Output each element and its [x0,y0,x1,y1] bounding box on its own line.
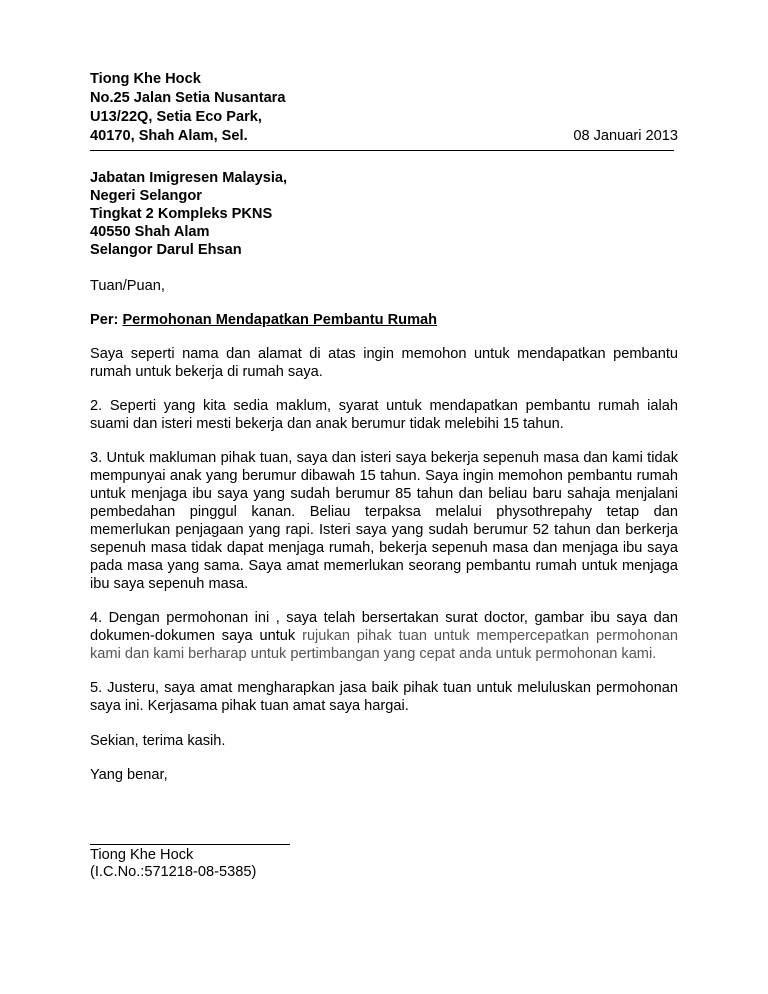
signature-line [90,844,290,845]
sender-address-line1: No.25 Jalan Setia Nusantara [90,90,286,106]
recipient-line5: Selangor Darul Ehsan [90,242,242,258]
body-paragraph-4 [90,609,678,663]
sender-name: Tiong Khe Hock [90,71,201,87]
body-paragraph-5: 5. Justeru, saya amat mengharapkan jasa baik pihak tuan untuk meluluskan permohonan saya ini. Kerjasama pihak tuan amat saya hargai. [90,680,678,714]
header-divider [90,150,674,151]
recipient-block [90,169,678,259]
closing-thanks: Sekian, terima kasih. [90,733,226,749]
sender-block [90,70,678,146]
closing-sign-off: Yang benar, [90,767,168,783]
body-paragraph-1: Saya seperti nama dan alamat di atas ingin memohon untuk mendapatkan pembantu rumah untuk bekerja di rumah saya. [90,346,678,380]
signature-block [90,847,678,881]
recipient-line2: Negeri Selangor [90,188,202,204]
subject-prefix: Per: [90,312,119,328]
sender-address-line2: U13/22Q, Setia Eco Park, [90,109,262,125]
body-paragraph-4-main: 4. Dengan permohonan ini , saya telah bersertakan surat doctor, gambar ibu saya dan dokumen-dokumen saya untuk [90,610,678,644]
body-paragraph-2: 2. Seperti yang kita sedia maklum, syarat untuk mendapatkan pembantu rumah ialah suami dan isteri mesti bekerja dan anak berumur tidak melebihi 15 tahun. [90,398,678,432]
subject-title: Permohonan Mendapatkan Pembantu Rumah [122,312,438,328]
body-paragraph-4-grey: rujukan pihak tuan untuk mempercepatkan permohonan kami dan kami berharap untuk pertimbangan yang cepat anda untuk permohonan kami. [90,628,678,662]
subject-line [90,311,678,329]
recipient-line1: Jabatan Imigresen Malaysia, [90,170,288,186]
letter-date: 08 Januari 2013 [573,128,678,144]
sender-address-line3: 40170, Shah Alam, Sel. [90,128,248,144]
signer-name: Tiong Khe Hock [90,847,194,863]
recipient-line3: Tingkat 2 Kompleks PKNS [90,206,273,222]
signer-ic-number: (I.C.No.:571218-08-5385) [90,864,257,880]
body-paragraph-3: 3. Untuk makluman pihak tuan, saya dan isteri saya bekerja sepenuh masa dan kami tidak mempunyai anak yang berumur dibawah 15 tahun. Saya ingin memohon pembantu rumah untuk menjaga ibu saya yang sudah berumur 85 tahun dan beliau baru sahaja menjalani pembedahan pinggul kanan. Beliau terpaksa melalui physothrepahy tetap dan memerlukan penjagaan yang rapi. Isteri saya yang sudah berumur 52 tahun dan berkerja sepenuh masa tidak dapat menjaga rumah, bekerja sepenuh masa dan menjaga ibu saya pada masa yang sama. Saya amat memerlukan seorang pembantu rumah untuk menjaga ibu saya sepenuh masa. [90,450,678,592]
recipient-line4: 40550 Shah Alam [90,224,210,240]
salutation: Tuan/Puan, [90,278,165,294]
